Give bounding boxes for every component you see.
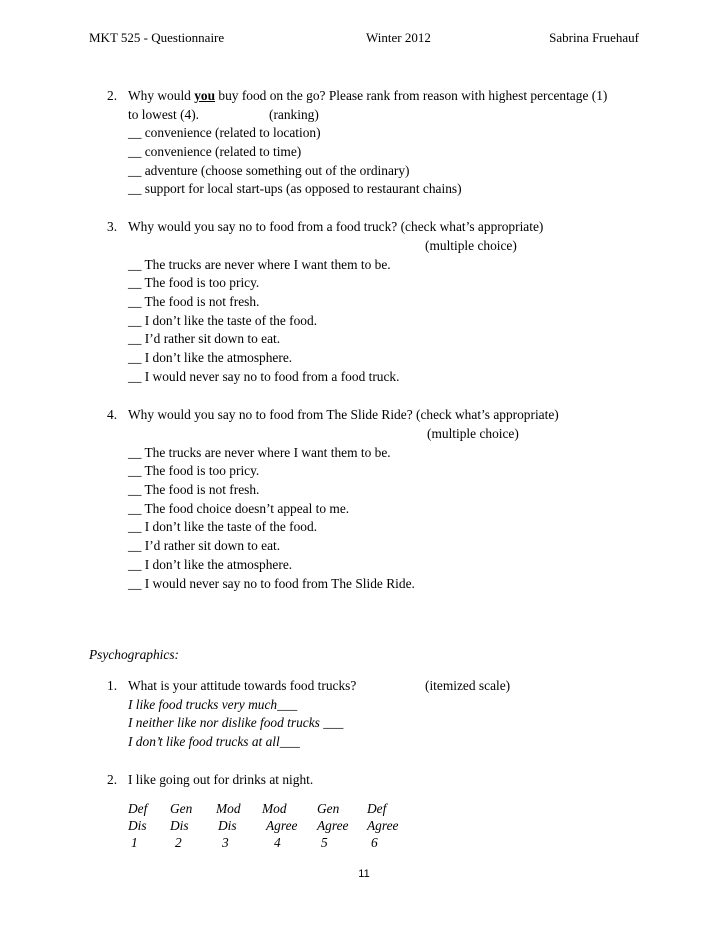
p1-type: (itemized scale)	[425, 678, 511, 693]
section-heading: Psychographics:	[89, 647, 179, 662]
q4-type: (multiple choice)	[427, 426, 519, 441]
q4-option: __ The trucks are never where I want them to be.	[128, 445, 391, 460]
q4-option: __ I don’t like the atmosphere.	[128, 557, 293, 572]
p2-question: I like going out for drinks at night.	[128, 772, 314, 787]
q3-option: __ The trucks are never where I want them to be.	[128, 257, 391, 272]
header-course: MKT 525 - Questionnaire	[89, 30, 225, 45]
q2-emphasis: you	[194, 88, 216, 103]
q3-option: __ I’d rather sit down to eat.	[128, 331, 281, 346]
q2-option: __ adventure (choose something out of the ordinary)	[128, 163, 410, 178]
q4-question: Why would you say no to food from The Slide Ride? (check what’s appropriate)	[128, 407, 559, 422]
scale-point: Gen Dis 2	[170, 801, 193, 850]
p1-option: I neither like nor dislike food trucks ___	[128, 715, 344, 730]
q4-option: __ I would never say no to food from The Slide Ride.	[128, 576, 415, 591]
q2-option: __ convenience (related to time)	[128, 144, 302, 159]
p2-number: 2.	[107, 772, 118, 787]
q2-option: __ convenience (related to location)	[128, 125, 321, 140]
q3-number: 3.	[107, 219, 118, 234]
q4-option: __ The food choice doesn’t appeal to me.	[128, 501, 350, 516]
p1-option: I like food trucks very much___	[128, 697, 298, 712]
q3-option: __ I would never say no to food from a food truck.	[128, 369, 400, 384]
q4-option: __ I don’t like the taste of the food.	[128, 519, 318, 534]
q3-type: (multiple choice)	[425, 238, 517, 253]
header-term: Winter 2012	[366, 30, 431, 45]
q3-option: __ I don’t like the taste of the food.	[128, 313, 318, 328]
p1-question: What is your attitude towards food trucks?	[128, 678, 357, 693]
q2-question: Why would you buy food on the go? Please rank from reason with highest percentage (1)	[128, 88, 608, 103]
scale-point: Gen Agree 5	[317, 801, 349, 850]
q4-option: __ The food is not fresh.	[128, 482, 260, 497]
page-header	[89, 30, 639, 48]
header-author: Sabrina Fruehauf	[549, 30, 639, 45]
q3-option: __ I don’t like the atmosphere.	[128, 350, 293, 365]
scale-point: Def Dis 1	[128, 801, 148, 850]
p1-number: 1.	[107, 678, 118, 693]
p1-option: I don’t like food trucks at all___	[128, 734, 300, 749]
q4-number: 4.	[107, 407, 118, 422]
q3-question: Why would you say no to food from a food truck? (check what’s appropriate)	[128, 219, 544, 234]
q2-question-line2: to lowest (4).	[128, 107, 200, 122]
q3-option: __ The food is too pricy.	[128, 275, 260, 290]
q4-option: __ The food is too pricy.	[128, 463, 260, 478]
q3-option: __ The food is not fresh.	[128, 294, 260, 309]
q2-type: (ranking)	[269, 107, 319, 122]
q2-number: 2.	[107, 88, 118, 103]
scale-point: Def Agree 6	[367, 801, 399, 850]
q4-option: __ I’d rather sit down to eat.	[128, 538, 281, 553]
q2-option: __ support for local start-ups (as opposed to restaurant chains)	[128, 181, 462, 196]
page-number: 11	[358, 868, 370, 880]
scale-point: Mod Dis 3	[216, 801, 241, 850]
scale-point: Mod Agree 4	[262, 801, 298, 850]
